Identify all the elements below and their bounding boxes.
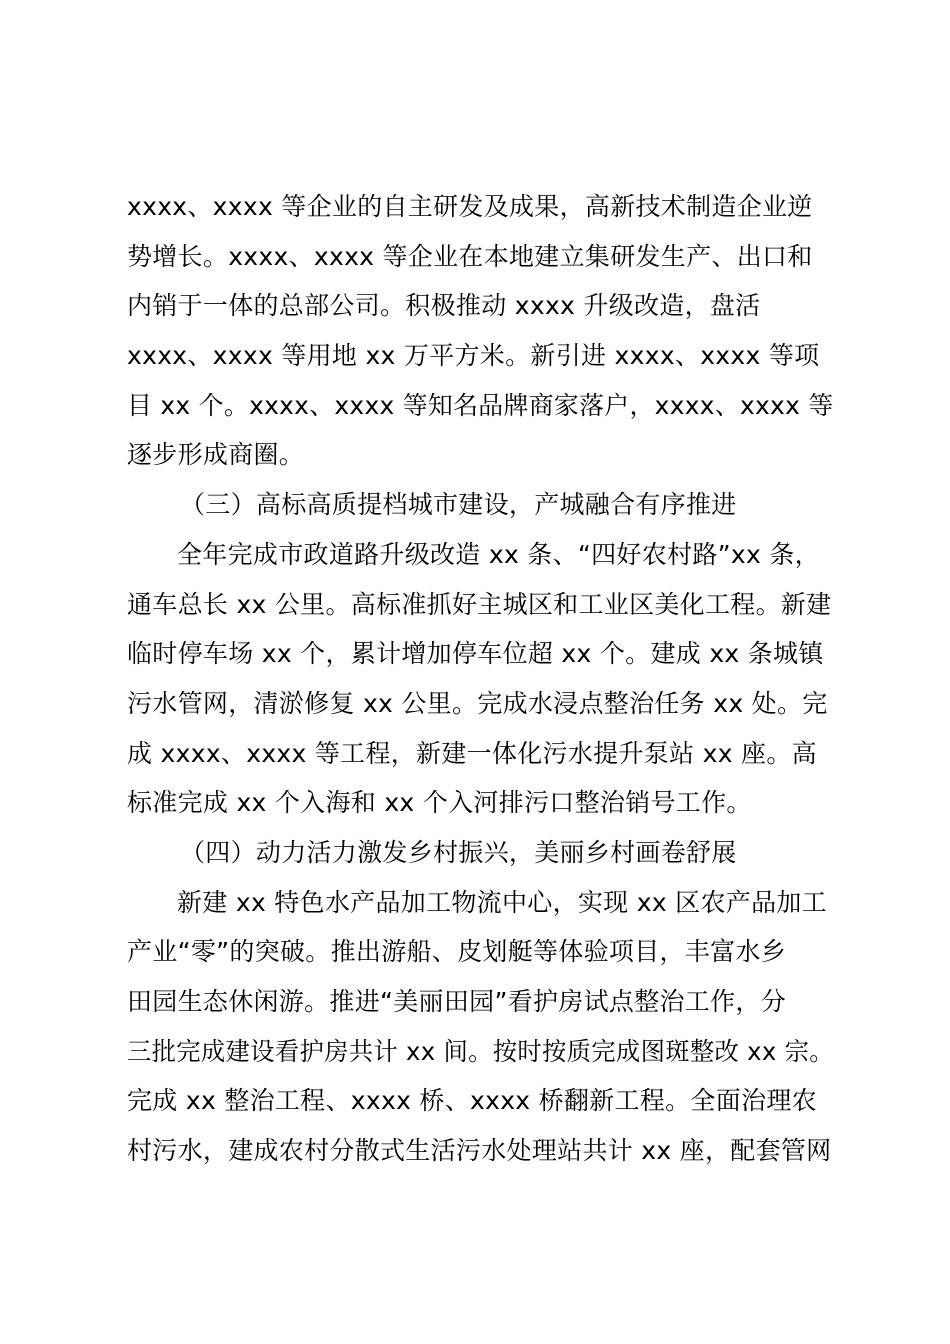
paragraph-line: 田园生态休闲游。推进“美丽田园”看护房试点整治工作，分 <box>127 987 787 1016</box>
paragraph-line: 完成 xx 整治工程、xxxx 桥、xxxx 桥翻新工程。全面治理农 <box>127 1086 817 1115</box>
paragraph-line: 产业“零”的突破。推出游船、皮划艇等体验项目，丰富水乡 <box>127 937 787 966</box>
paragraph-line: 村污水，建成农村分散式生活污水处理站共计 xx 座，配套管网 <box>127 1136 832 1165</box>
paragraph-line: 全年完成市政道路升级改造 xx 条、“四好农村路”xx 条， <box>177 540 820 569</box>
paragraph-line: 新建 xx 特色水产品加工物流中心，实现 xx 区农产品加工 <box>177 888 827 917</box>
paragraph-line: 临时停车场 xx 个，累计增加停车位超 xx 个。建成 xx 条城镇 <box>127 639 824 668</box>
section-heading: （三）高标高质提档城市建设，产城融合有序推进 <box>180 490 737 519</box>
paragraph-line: xxxx、xxxx 等用地 xx 万平方米。新引进 xxxx、xxxx 等项 <box>127 341 820 370</box>
paragraph-line: 内销于一体的总部公司。积极推动 xxxx 升级改造，盘活 <box>127 291 761 320</box>
paragraph-line: xxxx、xxxx 等企业的自主研发及成果，高新技术制造企业逆 <box>127 192 813 221</box>
paragraph-line: 逐步形成商圈。 <box>127 440 305 469</box>
paragraph-line: 成 xxxx、xxxx 等工程，新建一体化污水提升泵站 xx 座。高 <box>127 739 817 768</box>
paragraph-line: 三批完成建设看护房共计 xx 间。按时按质完成图斑整改 xx 宗。 <box>127 1037 834 1066</box>
paragraph-line: 通车总长 xx 公里。高标准抓好主城区和工业区美化工程。新建 <box>127 590 832 619</box>
paragraph-line: 污水管网，清淤修复 xx 公里。完成水浸点整治任务 xx 处。完 <box>127 689 828 718</box>
paragraph-line: 目 xx 个。xxxx、xxxx 等知名品牌商家落户，xxxx、xxxx 等 <box>127 391 834 420</box>
section-heading: （四）动力活力激发乡村振兴，美丽乡村画卷舒展 <box>180 838 737 867</box>
paragraph-line: 标准完成 xx 个入海和 xx 个入河排污口整治销号工作。 <box>127 788 752 817</box>
paragraph-line: 势增长。xxxx、xxxx 等企业在本地建立集研发生产、出口和 <box>127 242 813 271</box>
